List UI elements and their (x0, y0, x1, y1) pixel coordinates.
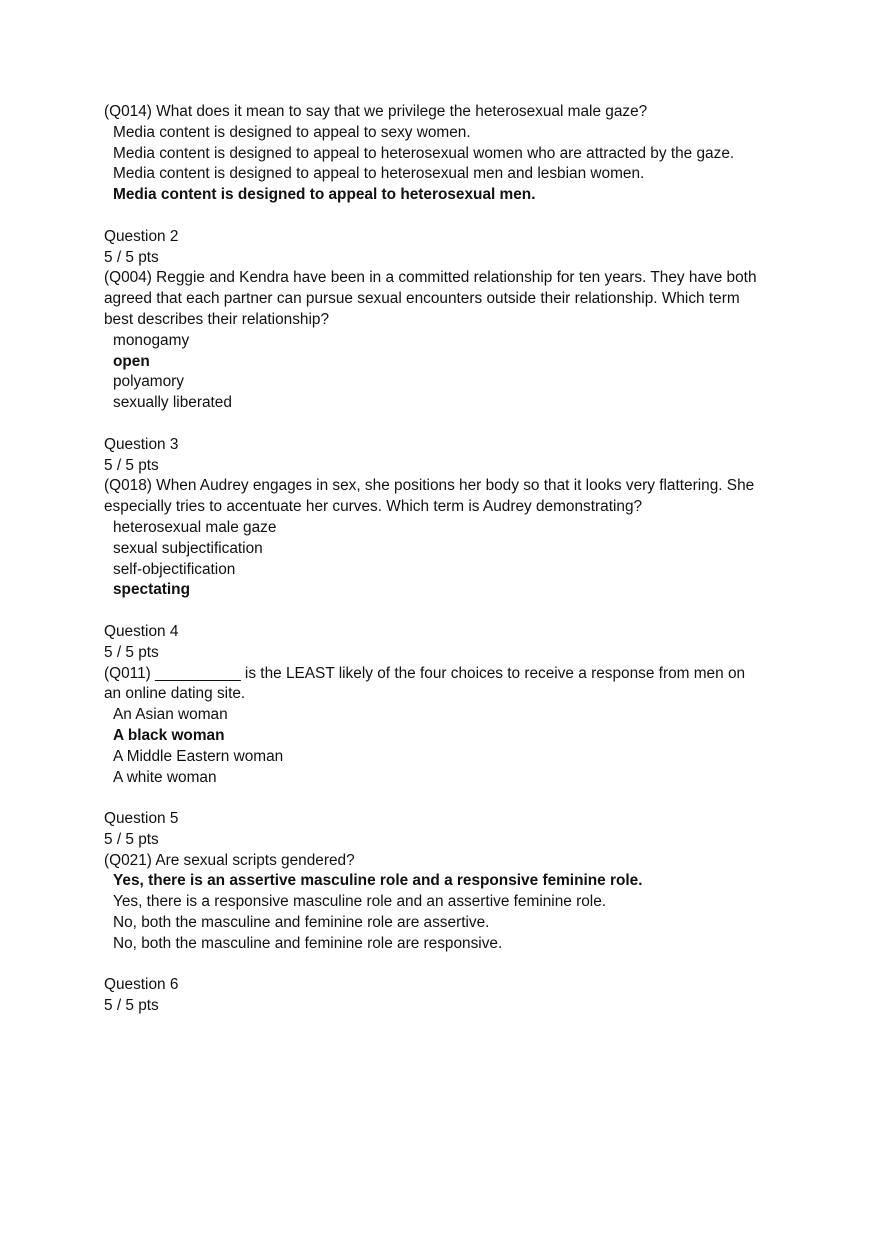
question-text-line: (Q004) Reggie and Kendra have been in a committed relationship for ten years. They have both (104, 269, 757, 287)
answer-option: Media content is designed to appeal to sexy women. (113, 123, 471, 141)
spacer (104, 206, 794, 227)
spacer (104, 601, 794, 622)
question-header: Question 4 (104, 622, 179, 640)
answer-option: A white woman (113, 768, 217, 786)
question-text: (Q014) What does it mean to say that we privilege the heterosexual male gaze? (104, 103, 648, 120)
correct-answer-option: A black woman (113, 726, 225, 744)
question-text-line: (Q011) __________ is the LEAST likely of the four choices to receive a response from men on (104, 664, 746, 682)
question-block-q014 (104, 102, 794, 206)
question-header: Question 5 (104, 810, 179, 828)
answer-option: heterosexual male gaze (113, 518, 277, 536)
question-block-2 (104, 227, 794, 414)
spacer (104, 414, 794, 435)
question-block-5 (104, 809, 794, 955)
question-score: 5 / 5 pts (104, 248, 159, 266)
answer-option: polyamory (113, 373, 184, 391)
correct-answer-option: spectating (113, 581, 190, 599)
question-text-line: agreed that each partner can pursue sexual encounters outside their relationship. Which term (104, 290, 740, 308)
answer-option: monogamy (113, 331, 190, 349)
correct-answer-option: open (113, 352, 150, 370)
question-text-line: (Q018) When Audrey engages in sex, she positions her body so that it looks very flattering. She (104, 477, 755, 495)
answer-option: sexual subjectification (113, 539, 263, 557)
correct-answer-option: Media content is designed to appeal to heterosexual men. (113, 186, 536, 204)
answer-option: Yes, there is a responsive masculine role and an assertive feminine role. (113, 893, 607, 911)
answer-option: Media content is designed to appeal to heterosexual men and lesbian women. (113, 165, 645, 183)
question-score: 5 / 5 pts (104, 456, 159, 474)
question-score: 5 / 5 pts (104, 830, 159, 848)
question-score: 5 / 5 pts (104, 643, 159, 661)
quiz-results-document (104, 102, 794, 1017)
question-text-line: best describes their relationship? (104, 310, 329, 328)
question-text-line: especially tries to accentuate her curves. Which term is Audrey demonstrating? (104, 498, 643, 516)
answer-option: An Asian woman (113, 706, 228, 724)
question-header: Question 6 (104, 976, 179, 994)
answer-option: No, both the masculine and feminine role are assertive. (113, 914, 490, 932)
question-text: (Q021) Are sexual scripts gendered? (104, 851, 355, 869)
correct-answer-option: Yes, there is an assertive masculine role and a responsive feminine role. (113, 872, 643, 890)
question-score: 5 / 5 pts (104, 997, 159, 1015)
spacer (104, 788, 794, 809)
spacer (104, 955, 794, 976)
question-block-3 (104, 435, 794, 601)
question-header: Question 3 (104, 435, 179, 453)
answer-option: sexually liberated (113, 394, 232, 412)
answer-option: A Middle Eastern woman (113, 747, 284, 765)
answer-option: No, both the masculine and feminine role are responsive. (113, 934, 503, 952)
answer-option: self-objectification (113, 560, 236, 578)
question-header: Question 2 (104, 227, 179, 245)
answer-option: Media content is designed to appeal to heterosexual women who are attracted by the gaze. (113, 144, 735, 162)
question-block-6 (104, 975, 794, 1017)
question-block-4 (104, 622, 794, 788)
question-text-line: an online dating site. (104, 685, 246, 703)
